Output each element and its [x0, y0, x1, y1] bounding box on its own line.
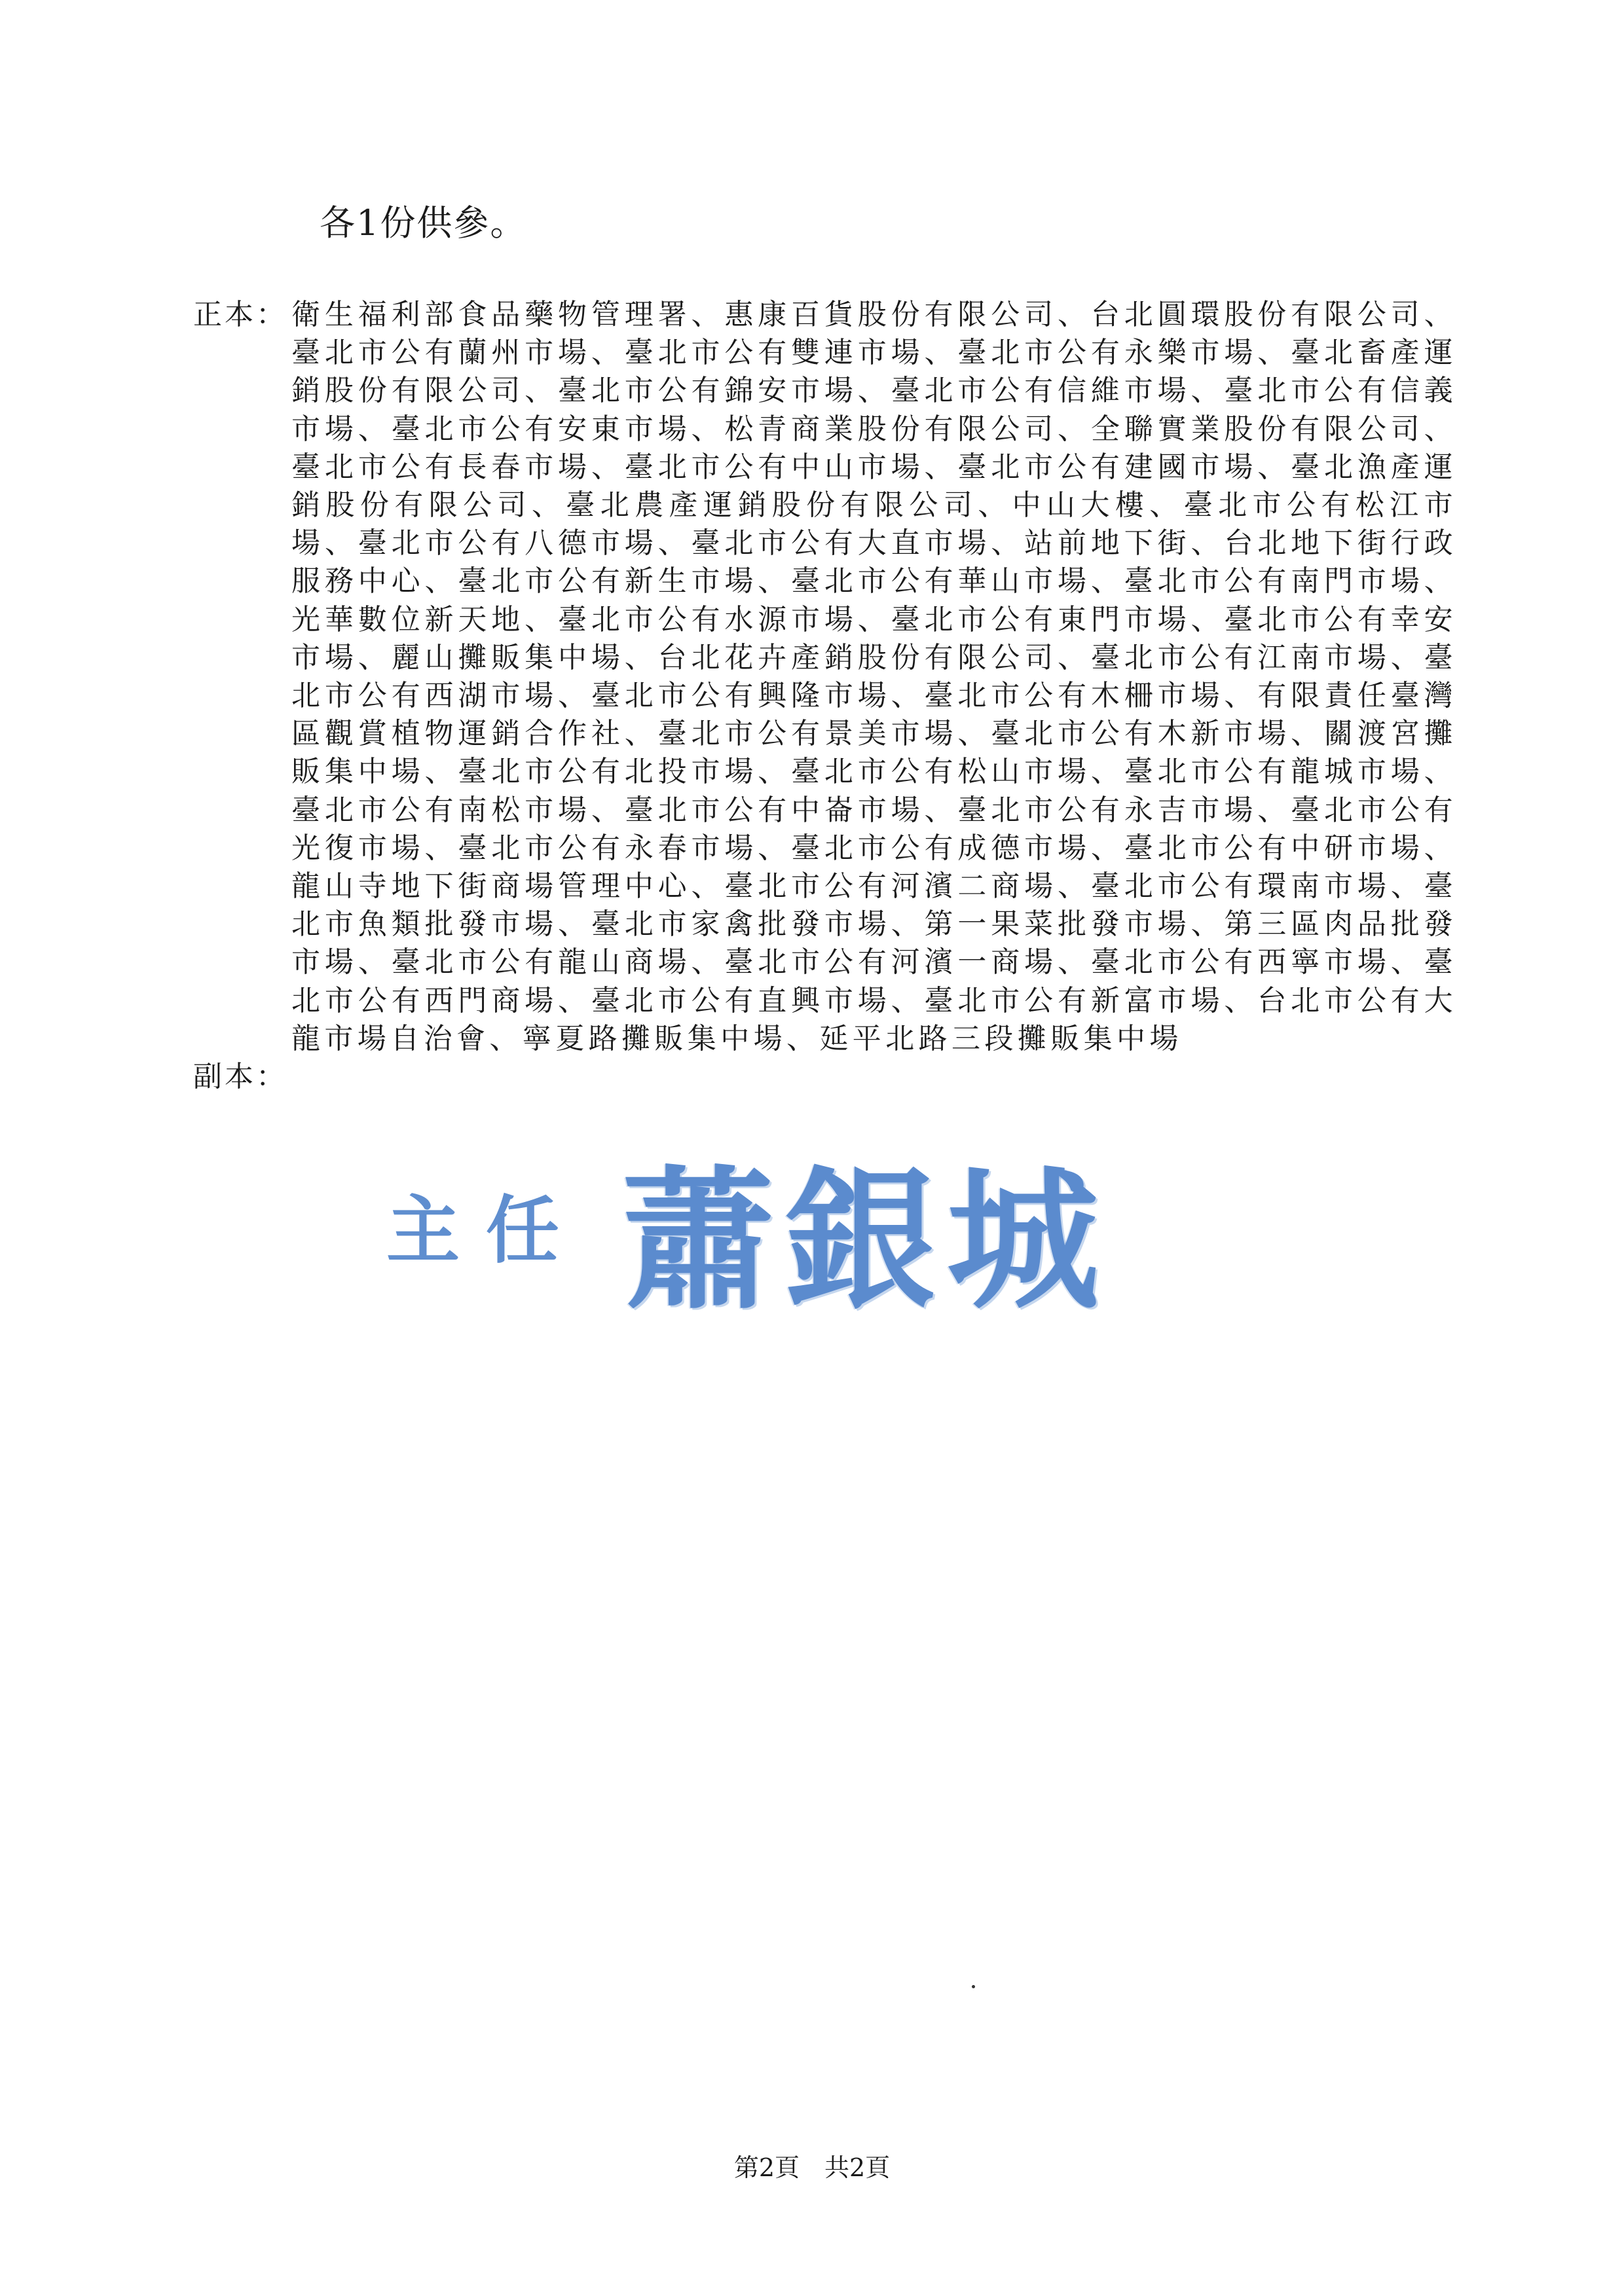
- primary-recipients-row: [193, 296, 1457, 1058]
- scan-speck: [972, 1985, 975, 1988]
- seal-title: 主任: [386, 1188, 585, 1273]
- copy-recipients-label: 副本：: [193, 1060, 287, 1094]
- primary-recipients-label: 正本：: [193, 298, 287, 331]
- seal-name: 蕭銀城: [622, 1151, 1110, 1330]
- page-footer: 第2頁 共2頁: [733, 2153, 891, 2182]
- top-line: 各1份供參。: [320, 202, 527, 244]
- primary-recipients-list: 衛生福利部食品藥物管理署、惠康百貨股份有限公司、台北圓環股份有限公司、臺北市公有蘭州市場、臺北市公有雙連市場、臺北市公有永樂市場、臺北畜產運銷股份有限公司、臺北市公有錦安市場、臺北市公有信維市場、臺北市公有信義市場、臺北市公有安東市場、松青商業股份有限公司、全聯實業股份有限公司、臺北市公有長春市場、臺北市公有中山市場、臺北市公有建國市場、臺北漁產運銷股份有限公司、臺北農產運銷股份有限公司、中山大樓、臺北市公有松江市場、臺北市公有八德市場、臺北市公有大直市場、站前地下街、台北地下街行政服務中心、臺北市公有新生市場、臺北市公有華山市場、臺北市公有南門市場、光華數位新天地、臺北市公有水源市場、臺北市公有東門市場、臺北市公有幸安市場、麗山攤販集中場、台北花卉產銷股份有限公司、臺北市公有江南市場、臺北市公有西湖市場、臺北市公有興隆市場、臺北市公有木柵市場、有限責任臺灣區觀賞植物運銷合作社、臺北市公有景美市場、臺北市公有木新市場、關渡宮攤販集中場、臺北市公有北投市場、臺北市公有松山市場、臺北市公有龍城市場、臺北市公有南松市場、臺北市公有中崙市場、臺北市公有永吉市場、臺北市公有光復市場、臺北市公有永春市場、臺北市公有成德市場、臺北市公有中研市場、龍山寺地下街商場管理中心、臺北市公有河濱二商場、臺北市公有環南市場、臺北市魚類批發市場、臺北市家禽批發市場、第一果菜批發市場、第三區肉品批發市場、臺北市公有龍山商場、臺北市公有河濱一商場、臺北市公有西寧市場、臺北市公有西門商場、臺北市公有直興市場、臺北市公有新富市場、台北市公有大龍市場自治會、寧夏路攤販集中場、延平北路三段攤販集中場: [291, 298, 1457, 1055]
- recipients-block: [193, 296, 1457, 1096]
- copy-recipients-row: [193, 1058, 1457, 1096]
- official-seal-stamp: [386, 1113, 1185, 1330]
